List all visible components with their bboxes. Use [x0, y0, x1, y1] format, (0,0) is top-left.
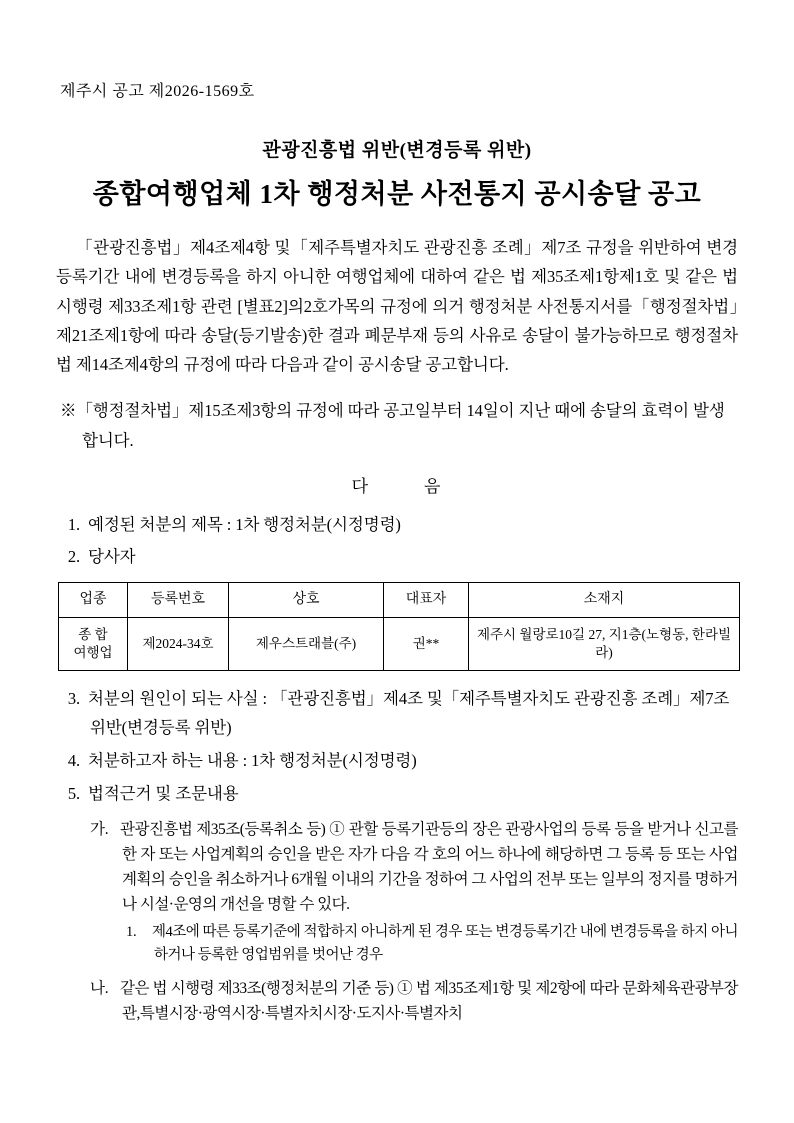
legal-item-ga-number: 가.	[90, 820, 109, 838]
section-divider-label	[56, 472, 738, 497]
legal-item-ga	[56, 817, 738, 917]
legal-sub-list	[56, 817, 738, 917]
list-item-4-text: 처분하고자 하는 내용 : 1차 행정처분(시정명령)	[88, 751, 417, 771]
legal-item-ga-sub-1-text: 제4조에 따른 등록기준에 적합하지 아니하게 된 경우 또는 변경등록기간 내에 변경등록을 하지 아니하거나 등록한 영업범위를 벗어난 경우	[152, 924, 738, 964]
list-item-2-text: 당사자	[88, 547, 136, 567]
table-header-rep: 대표자	[384, 583, 469, 618]
document-subtitle: 관광진흥법 위반(변경등록 위반)	[262, 140, 532, 161]
legal-item-ga-text: 관광진흥법 제35조(등록취소 등) ① 관할 등록기관등의 장은 관광사업의 등록 등을 받거나 신고를 한 자 또는 사업계획의 승인을 받은 자가 다음 각 호의 어느 하나에 해당하면 그 등록 등 또는 사업계획의 승인을 취소하거나 6개월 이내의 기간을 정하여 그 사업의 전부 또는 일부의 정지를 명하거나 시설·운영의 개선을 명할 수 있다.	[120, 820, 738, 914]
list-item-4-number: 4.	[67, 751, 80, 771]
main-item-list-continued	[56, 685, 738, 809]
table-cell-type-line1: 종 합	[78, 627, 108, 643]
list-item-5-text: 법적근거 및 조문내용	[88, 783, 239, 803]
list-item-5-number: 5.	[67, 783, 80, 803]
table-header-regno: 등록번호	[128, 583, 229, 618]
table-row	[59, 618, 740, 671]
legal-item-ga-sub-1-number: 1.	[126, 924, 137, 941]
main-item-list	[56, 511, 738, 573]
list-item-1-number: 1.	[67, 514, 80, 534]
divider-word-left: 다	[351, 476, 370, 496]
note-paragraph: ※「행정절차법」제15조제3항의 규정에 따라 공고일부터 14일이 지난 때에 송달의 효력이 발생합니다.	[60, 401, 725, 450]
table-cell-type	[59, 618, 128, 671]
legal-item-na-text: 같은 법 시행령 제33조(행정처분의 기준 등) ① 법 제35조제1항 및 제2항에 따라 문화체육관광부장관,특별시장·광역시장·특별자치시장·도지사·특별자치	[120, 979, 738, 1022]
list-item-5	[56, 780, 738, 809]
list-item-3-text: 처분의 원인이 되는 사실 : 「관광진흥법」제4조 및「제주특별자치도 관광진흥 조례」제7조 위반(변경등록 위반)	[88, 689, 730, 738]
list-item-2-number: 2.	[67, 547, 80, 567]
list-item-3	[56, 685, 738, 743]
party-table	[58, 582, 740, 671]
table-cell-regno: 제2024-34호	[128, 618, 229, 671]
legal-item-na-number: 나.	[90, 979, 109, 997]
list-item-2	[56, 543, 738, 572]
list-item-1	[56, 511, 738, 540]
table-cell-type-line2: 여행업	[73, 645, 113, 661]
document-title: 종합여행업체 1차 행정처분 사전통지 공시송달 공고	[92, 179, 702, 209]
list-item-3-number: 3.	[67, 689, 80, 709]
divider-word-right: 음	[424, 476, 443, 496]
legal-sub-list-2	[56, 976, 738, 1026]
list-item-4	[56, 747, 738, 776]
table-header-row	[59, 583, 740, 618]
list-item-1-text: 예정된 처분의 제목 : 1차 행정처분(시정명령)	[88, 514, 401, 534]
table-cell-name: 제우스트래블(주)	[229, 618, 384, 671]
document-number: 제주시 공고 제2026-1569호	[60, 83, 255, 100]
table-header-name: 상호	[229, 583, 384, 618]
legal-item-ga-sub-1	[56, 921, 738, 967]
table-header-type: 업종	[59, 583, 128, 618]
legal-item-na	[56, 976, 738, 1026]
intro-paragraph: 「관광진흥법」제4조제4항 및「제주특별자치도 관광진흥 조례」제7조 규정을 위반하여 변경등록기간 내에 변경등록을 하지 아니한 여행업체에 대하여 같은 법 제35조제1항제1호 및 같은 법 시행령 제33조제1항 관련 [별표2]의2호가목의 규정에 의거 행정처분 사전통지서를「행정절차법」제21조제1항에 따라 송달(등기발송)한 결과 폐문부재 등의 사유로 송달이 불가능하므로 행정절차법 제14조제4항의 규정에 따라 다음과 같이 공시송달 공고합니다.	[56, 238, 738, 375]
table-header-address: 소재지	[469, 583, 740, 618]
table-cell-address: 제주시 월랑로10길 27, 지1층(노형동, 한라빌라)	[469, 618, 740, 671]
legal-subsub-list	[56, 921, 738, 967]
table-cell-rep: 권**	[384, 618, 469, 671]
